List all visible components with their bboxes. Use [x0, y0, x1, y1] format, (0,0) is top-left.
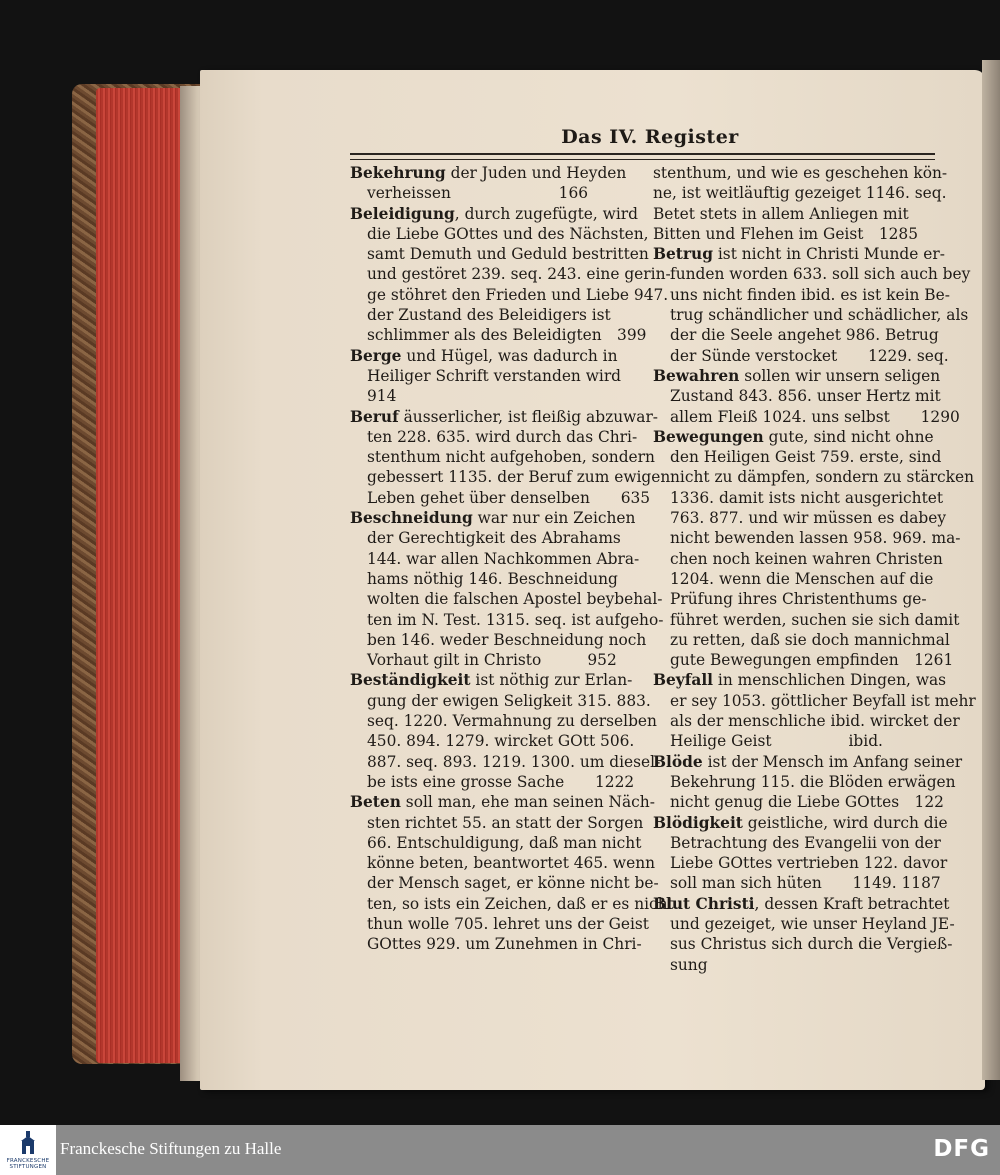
entry-keyword: Bekehrung	[350, 164, 446, 182]
page-right-edge	[982, 60, 1000, 1080]
entry-line: schlimmer als des Beleidigten 399	[367, 326, 647, 345]
register-entry	[350, 407, 671, 508]
entry-line: samt Demuth und Geduld bestritten	[367, 245, 649, 264]
entry-keyword: Blöde	[653, 752, 703, 771]
entry-line: gute Bewegungen empfinden 1261	[670, 651, 954, 670]
entry-line: 1336. damit ists nicht ausgerichtet	[670, 488, 944, 507]
entry-line: uns nicht finden ibid. es ist kein Be-	[670, 285, 950, 304]
page-header: Das IV. Register	[561, 126, 739, 148]
entry-line: Blut Christi, dessen Kraft betrachtet	[653, 894, 950, 913]
entry-line: nicht genug die Liebe GOttes 122	[670, 793, 944, 812]
entry-line: 887. seq. 893. 1219. 1300. um diesel-	[367, 752, 661, 771]
entry-line: und gezeiget, wie unser Heyland JE-	[670, 914, 955, 933]
entry-line: stenthum nicht aufgehoben, sondern	[367, 448, 655, 467]
viewer-footer	[0, 1125, 1000, 1175]
register-entry	[653, 244, 971, 366]
entry-line: ge stöhret den Frieden und Liebe 947.	[367, 285, 669, 304]
entry-line: er sey 1053. göttlicher Beyfall ist mehr	[670, 691, 976, 710]
logo-text: FRANCKESCHE STIFTUNGEN	[6, 1158, 50, 1170]
register-entry	[350, 792, 674, 954]
entry-line: Beständigkeit ist nöthig zur Erlan-	[350, 671, 633, 690]
entry-line: Prüfung ihres Christenthums ge-	[670, 590, 927, 609]
register-entry	[653, 670, 976, 751]
entry-line: chen noch keinen wahren Christen	[670, 549, 943, 568]
entry-line: Bekehrung der Juden und Heyden	[350, 164, 627, 182]
entry-line: seq. 1220. Vermahnung zu derselben	[367, 712, 657, 731]
entry-keyword: Beschneidung	[350, 509, 473, 528]
register-column-right	[653, 163, 976, 975]
register-entry	[350, 508, 664, 670]
entry-keyword: Beruf	[350, 407, 399, 426]
entry-line: nicht zu dämpfen, sondern zu stärcken	[670, 468, 975, 487]
entry-line: gebessert 1135. der Beruf zum ewigen	[367, 468, 671, 487]
entry-keyword: Berge	[350, 346, 402, 365]
register-column-left	[350, 163, 674, 955]
entry-keyword: Beten	[350, 793, 401, 812]
entry-line: der Mensch saget, er könne nicht be-	[367, 874, 659, 893]
building-icon	[20, 1131, 36, 1155]
entry-keyword: Bewahren	[653, 366, 740, 385]
entry-line: führet werden, suchen sie sich damit	[670, 610, 960, 629]
entry-line: Leben gehet über denselben 635	[367, 488, 651, 507]
register-entry	[350, 204, 671, 346]
entry-line: Liebe GOttes vertrieben 122. davor	[670, 854, 948, 873]
entry-line: der die Seele angehet 986. Betrug	[670, 326, 939, 345]
entry-line: Vorhaut gilt in Christo 952	[367, 651, 617, 670]
register-entry	[653, 752, 963, 813]
entry-line: Bitten und Flehen im Geist 1285	[653, 224, 918, 243]
entry-line: sten richtet 55. an statt der Sorgen	[367, 813, 644, 832]
entry-keyword: Betrug	[653, 245, 713, 264]
entry-line: ten 228. 635. wird durch das Chri-	[367, 427, 638, 446]
entry-line: Bewahren sollen wir unsern seligen	[653, 366, 941, 385]
entry-line: Beschneidung war nur ein Zeichen	[350, 509, 636, 528]
entry-line: könne beten, beantwortet 465. wenn	[367, 854, 656, 873]
entry-line: Beruf äusserlicher, ist fleißig abzuwar-	[350, 407, 659, 426]
entry-line: Betrachtung des Evangelii von der	[670, 833, 941, 852]
institution-logo[interactable]	[0, 1125, 56, 1175]
entry-line: ten im N. Test. 1315. seq. ist aufgeho-	[367, 610, 664, 629]
register-entry	[653, 163, 948, 244]
register-entry	[653, 813, 948, 894]
institution-name[interactable]: Franckesche Stiftungen zu Halle	[60, 1139, 282, 1158]
entry-line: stenthum, und wie es geschehen kön-	[653, 164, 948, 182]
entry-line: soll man sich hüten 1149. 1187	[670, 874, 941, 893]
entry-line: trug schändlicher und schädlicher, als	[670, 306, 969, 325]
entry-line: die Liebe GOttes und des Nächsten,	[367, 224, 649, 243]
entry-line: sus Christus sich durch die Vergieß-	[670, 935, 953, 954]
entry-line: ten, so ists ein Zeichen, daß er es nicht	[367, 894, 674, 913]
entry-line: ne, ist weitläuftig gezeiget 1146. seq.	[653, 184, 947, 203]
entry-line: Zustand 843. 856. unser Hertz mit	[670, 387, 941, 406]
entry-line: der Sünde verstocket 1229. seq.	[670, 346, 949, 365]
entry-line: und gestöret 239. seq. 243. eine gerin-	[367, 265, 671, 284]
entry-line: sung	[670, 955, 708, 974]
entry-line: Heilige Geist ibid.	[670, 732, 883, 751]
entry-line: verheissen 166	[367, 184, 589, 203]
page-edges	[96, 88, 188, 1063]
entry-keyword: Beleidigung	[350, 204, 455, 223]
entry-line: Beleidigung, durch zugefügte, wird	[350, 204, 638, 223]
entry-line: 450. 894. 1279. wircket GOtt 506.	[367, 732, 635, 751]
entry-line: 144. war allen Nachkommen Abra-	[367, 549, 640, 568]
register-entry	[350, 346, 635, 407]
entry-keyword: Blut Christi	[653, 894, 755, 913]
entry-keyword: Bewegungen	[653, 427, 764, 446]
entry-line: Blöde ist der Mensch im Anfang seiner	[653, 752, 963, 771]
register-entry	[653, 427, 975, 671]
entry-line: Blödigkeit geistliche, wird durch die	[653, 813, 948, 832]
entry-line: hams nöthig 146. Beschneidung	[367, 569, 618, 588]
entry-line: Bewegungen gute, sind nicht ohne	[653, 427, 934, 446]
entry-line: Berge und Hügel, was dadurch in	[350, 346, 618, 365]
dfg-logo[interactable]: DFG	[933, 1136, 990, 1162]
register-entry	[653, 366, 960, 427]
entry-line: Beten soll man, ehe man seinen Näch-	[350, 793, 655, 812]
entry-line: Beyfall in menschlichen Dingen, was	[653, 671, 947, 690]
entry-line: wolten die falschen Apostel beybehal-	[367, 590, 663, 609]
entry-line: zu retten, daß sie doch mannichmal	[670, 630, 950, 649]
entry-line: der Gerechtigkeit des Abrahams	[367, 529, 621, 548]
entry-line: GOttes 929. um Zunehmen in Chri-	[367, 935, 642, 954]
entry-line: thun wolle 705. lehret uns der Geist	[367, 914, 649, 933]
register-entry	[350, 163, 635, 204]
entry-line: als der menschliche ibid. wircket der	[670, 712, 960, 731]
entry-line: gung der ewigen Seligkeit 315. 883.	[367, 691, 651, 710]
entry-line: nicht bewenden lassen 958. 969. ma-	[670, 529, 961, 548]
entry-line: der Zustand des Beleidigers ist	[367, 306, 611, 325]
entry-line: funden worden 633. soll sich auch bey	[670, 265, 971, 284]
header-rule	[350, 153, 935, 160]
entry-line: Heiliger Schrift verstanden wird	[367, 366, 622, 385]
entry-line: Bekehrung 115. die Blöden erwägen	[670, 772, 956, 791]
entry-line: allem Fleiß 1024. uns selbst 1290	[670, 407, 960, 426]
entry-line: ben 146. weder Beschneidung noch	[367, 630, 647, 649]
entry-line: den Heiligen Geist 759. erste, sind	[670, 448, 942, 467]
entry-keyword: Beyfall	[653, 671, 714, 690]
entry-line: 66. Entschuldigung, daß man nicht	[367, 833, 642, 852]
entry-line: be ists eine grosse Sache 1222	[367, 772, 635, 791]
entry-line: 763. 877. und wir müssen es dabey	[670, 509, 947, 528]
register-entry	[653, 894, 955, 975]
entry-line: Betet stets in allem Anliegen mit	[653, 204, 909, 223]
entry-line: 914	[367, 387, 397, 406]
entry-line: 1204. wenn die Menschen auf die	[670, 569, 934, 588]
entry-keyword: Beständigkeit	[350, 671, 471, 690]
entry-keyword: Blödigkeit	[653, 813, 743, 832]
entry-line: Betrug ist nicht in Christi Munde er-	[653, 245, 945, 264]
register-entry	[350, 670, 661, 792]
